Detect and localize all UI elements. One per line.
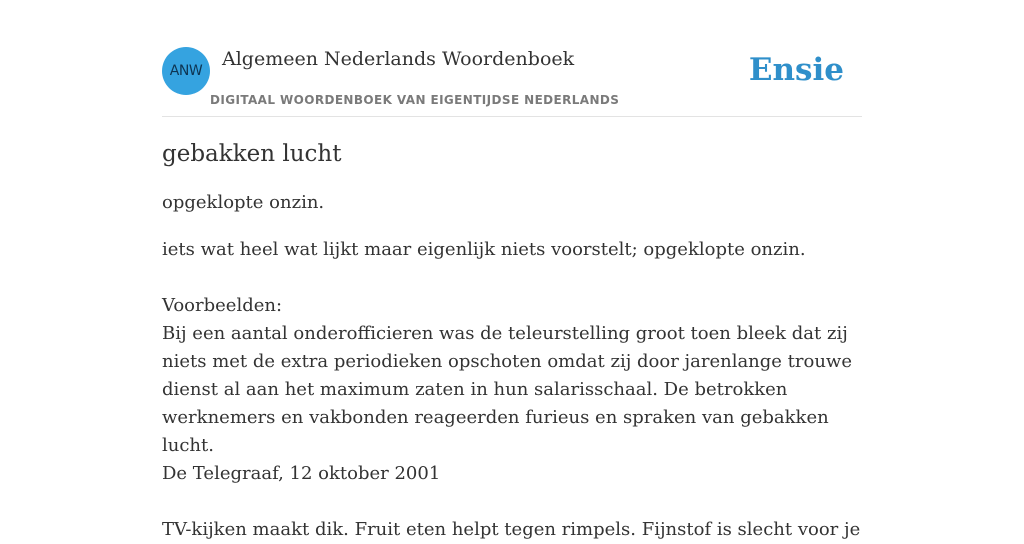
long-definition: iets wat heel wat lijkt maar eigenlijk niets voorstelt; opgeklopte onzin. [162, 239, 806, 260]
example-text: TV-kijken maakt dik. Fruit eten helpt tegen rimpels. Fijnstof is slecht voor je [162, 519, 861, 540]
short-definition: opgeklopte onzin. [162, 192, 325, 213]
entry-title: gebakken lucht [162, 141, 342, 167]
site-header [162, 47, 862, 117]
entry-content [162, 138, 862, 544]
anw-logo[interactable]: ANW [162, 47, 210, 95]
examples-label: Voorbeelden: [162, 295, 283, 316]
example-source: De Telegraaf, 12 oktober 2001 [162, 463, 441, 484]
ensie-brand-link[interactable]: Ensie [748, 52, 844, 88]
example-text: Bij een aantal onderofficieren was de teleurstelling groot toen bleek dat zij niets met de extra periodieken opschoten omdat zij door jarenlange trouwe dienst al aan het maximum zaten in hun salarisschaal. De betrokken werknemers en vakbonden reageerden furieus en spraken van gebakken lucht. [162, 323, 852, 456]
site-title[interactable]: Algemeen Nederlands Woordenboek [222, 48, 575, 70]
site-subtitle: DIGITAAL WOORDENBOEK VAN EIGENTIJDSE NEDERLANDS [210, 93, 620, 107]
